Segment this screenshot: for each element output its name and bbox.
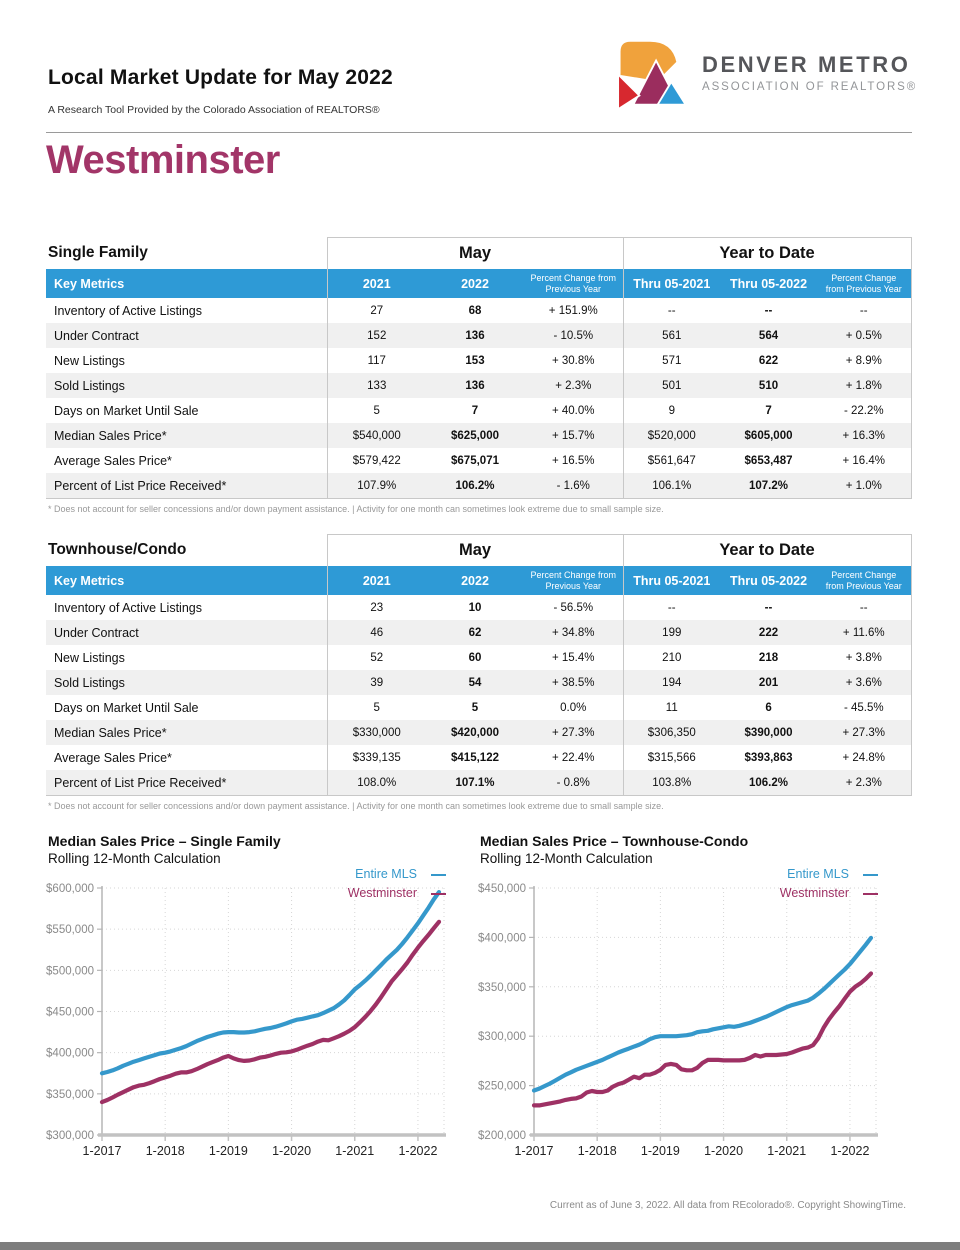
metric-label-cell: Percent of List Price Received*	[46, 473, 327, 499]
y-axis-labels	[46, 883, 94, 1142]
column-header-thru-2022: Thru 05-2022	[720, 269, 817, 298]
column-header-pct-change: Percent Change from Previous Year	[817, 566, 911, 595]
legend-line-sample	[431, 893, 446, 895]
table-row	[46, 448, 911, 473]
metric-label-cell: Days on Market Until Sale	[54, 700, 199, 715]
section-title: Single Family	[48, 244, 148, 262]
svg-text:$450,000: $450,000	[46, 1006, 94, 1019]
table-row	[46, 373, 911, 398]
value-cell: + 22.4%	[551, 751, 595, 764]
value-cell: 571	[623, 348, 720, 373]
value-cell: 106.2%	[720, 770, 817, 796]
value-cell: 10	[468, 601, 482, 614]
value-cell: 7	[765, 404, 772, 417]
value-cell: $390,000	[720, 720, 817, 745]
value-cell: $393,863	[744, 751, 793, 764]
line-chart	[474, 874, 894, 1166]
legend-label: Entire MLS	[787, 867, 849, 881]
metric-label-cell: Inventory of Active Listings	[54, 600, 202, 615]
table-row	[46, 645, 911, 670]
value-cell: $306,350	[623, 720, 720, 745]
value-cell: $330,000	[327, 720, 426, 745]
table-row	[46, 720, 911, 745]
value-cell: $625,000	[426, 423, 524, 448]
svg-text:1-2019: 1-2019	[208, 1144, 248, 1158]
svg-text:$400,000: $400,000	[46, 1047, 94, 1060]
value-cell: 9	[623, 398, 720, 423]
legend-item-entire-mls	[348, 867, 446, 881]
axes	[529, 886, 878, 1141]
value-cell: 107.1%	[426, 770, 524, 796]
value-cell: $420,000	[426, 720, 524, 745]
value-cell: - 0.8%	[524, 770, 623, 796]
value-cell: 106.1%	[623, 473, 720, 499]
value-cell: + 30.8%	[551, 354, 595, 367]
value-cell: + 16.5%	[551, 454, 595, 467]
value-cell: 62	[426, 620, 524, 645]
table-row	[46, 695, 911, 720]
chart-legend	[348, 867, 446, 905]
value-cell: $561,647	[623, 448, 720, 473]
value-cell: + 1.8%	[817, 373, 911, 398]
single-family-table	[46, 237, 912, 499]
value-cell: + 11.6%	[817, 620, 911, 645]
metric-label-cell: Inventory of Active Listings	[54, 303, 202, 318]
metric-label-cell: Median Sales Price*	[46, 423, 327, 448]
svg-text:$550,000: $550,000	[46, 924, 94, 937]
metric-label-cell: Sold Listings	[46, 670, 327, 695]
column-header-pct-change: Percent Change from Previous Year	[524, 566, 623, 595]
bottom-bar	[0, 1242, 960, 1250]
table-row	[46, 745, 911, 770]
value-cell: + 15.7%	[524, 423, 623, 448]
svg-text:1-2018: 1-2018	[577, 1144, 617, 1158]
value-cell: 107.2%	[720, 473, 817, 499]
month-group-header: May	[327, 238, 623, 270]
region-title: Westminster	[46, 138, 280, 182]
value-cell: 54	[426, 670, 524, 695]
value-cell: 5	[471, 701, 479, 714]
logo-line1: DENVER METRO	[702, 51, 911, 77]
chart-subtitle: Rolling 12-Month Calculation	[48, 851, 221, 866]
value-cell: 5	[327, 398, 426, 423]
value-cell: + 27.3%	[524, 720, 623, 745]
value-cell: + 8.9%	[817, 348, 911, 373]
value-cell: 622	[758, 354, 779, 367]
value-cell: 52	[327, 645, 426, 670]
value-cell: 222	[720, 620, 817, 645]
value-cell: 136	[426, 373, 524, 398]
chart-townhouse-condo	[474, 833, 894, 1166]
logo-line2: ASSOCIATION OF REALTORS®	[702, 80, 918, 93]
value-cell: $653,487	[744, 454, 793, 467]
value-cell: --	[817, 298, 911, 323]
value-cell: 210	[623, 645, 720, 670]
page-title: Local Market Update for May 2022	[48, 66, 393, 89]
x-axis-labels	[515, 1144, 870, 1158]
metric-label-cell: Under Contract	[46, 620, 327, 645]
value-cell: 60	[468, 651, 482, 664]
value-cell: - 22.2%	[817, 398, 911, 423]
table-row	[46, 298, 911, 323]
ytd-group-header: Year to Date	[623, 535, 911, 567]
value-cell: + 38.5%	[524, 670, 623, 695]
column-header-key-metrics: Key Metrics	[46, 269, 327, 298]
value-cell: 218	[758, 651, 779, 664]
table-footnote: * Does not account for seller concessions and/or down payment assistance. | Activity for one month can sometimes look extreme due to small sample size.	[48, 801, 664, 811]
legend-line-sample	[863, 874, 878, 876]
value-cell: + 15.4%	[551, 651, 595, 664]
column-header-pct-change: Percent Change from Previous Year	[524, 269, 623, 298]
table-row	[46, 620, 911, 645]
value-cell: --	[764, 304, 773, 317]
value-cell: + 0.5%	[817, 323, 911, 348]
section-title: Townhouse/Condo	[48, 541, 187, 559]
value-cell: 194	[623, 670, 720, 695]
value-cell: $520,000	[623, 423, 720, 448]
svg-text:1-2018: 1-2018	[145, 1144, 185, 1158]
svg-text:1-2017: 1-2017	[82, 1144, 122, 1158]
value-cell: 136	[426, 323, 524, 348]
townhouse-condo-table-block	[46, 534, 912, 811]
value-cell: 27	[327, 298, 426, 323]
value-cell: $605,000	[720, 423, 817, 448]
value-cell: 152	[327, 323, 426, 348]
svg-text:1-2021: 1-2021	[767, 1144, 807, 1158]
metric-label-cell: Percent of List Price Received*	[46, 770, 327, 796]
value-cell: 103.8%	[623, 770, 720, 796]
svg-text:$500,000: $500,000	[46, 965, 94, 978]
table-row	[46, 348, 911, 373]
value-cell: 201	[720, 670, 817, 695]
value-cell: + 16.3%	[817, 423, 911, 448]
vertical-gridlines	[534, 888, 876, 1135]
table-row	[46, 670, 911, 695]
line-chart	[42, 874, 462, 1166]
x-axis-labels	[83, 1144, 438, 1158]
value-cell: - 10.5%	[524, 323, 623, 348]
value-cell: 133	[327, 373, 426, 398]
value-cell: 106.2%	[426, 473, 524, 499]
value-cell: $579,422	[327, 448, 426, 473]
column-header-2021: 2021	[327, 566, 426, 595]
svg-text:1-2017: 1-2017	[514, 1144, 554, 1158]
table-row	[46, 770, 911, 796]
table-row	[46, 473, 911, 499]
legend-label: Westminster	[347, 886, 417, 900]
page-subtitle: A Research Tool Provided by the Colorado Association of REALTORS®	[48, 104, 380, 116]
legend-line-sample	[863, 893, 878, 895]
metric-label-cell: Under Contract	[46, 323, 327, 348]
value-cell: $540,000	[327, 423, 426, 448]
value-cell: 68	[468, 304, 482, 317]
table-row	[46, 323, 911, 348]
value-cell: 107.9%	[327, 473, 426, 499]
metric-label-cell: Days on Market Until Sale	[54, 403, 199, 418]
svg-text:1-2020: 1-2020	[272, 1144, 312, 1158]
value-cell: + 3.8%	[817, 645, 911, 670]
vertical-gridlines	[102, 888, 444, 1135]
chart-single-family	[42, 833, 462, 1166]
svg-text:$300,000: $300,000	[46, 1130, 94, 1142]
legend-item-westminster	[348, 886, 446, 900]
table-footnote: * Does not account for seller concessions and/or down payment assistance. | Activity for one month can sometimes look extreme due to small sample size.	[48, 504, 664, 514]
value-cell: 153	[465, 354, 485, 367]
single-family-table-block	[46, 237, 912, 514]
table-row	[46, 595, 911, 620]
value-cell: - 1.6%	[524, 473, 623, 499]
svg-text:$450,000: $450,000	[478, 883, 526, 895]
value-cell: - 45.5%	[817, 695, 911, 720]
svg-text:$600,000: $600,000	[46, 883, 94, 895]
value-cell: 117	[327, 348, 426, 373]
series-line-entire-mls	[534, 938, 871, 1091]
axes	[97, 886, 446, 1141]
chart-legend	[780, 867, 878, 905]
column-header-thru-2022: Thru 05-2022	[720, 566, 817, 595]
value-cell: + 2.3%	[817, 770, 911, 796]
value-cell: --	[764, 601, 773, 614]
value-cell: + 27.3%	[817, 720, 911, 745]
value-cell: 108.0%	[327, 770, 426, 796]
dmar-logo-text	[702, 52, 917, 93]
footer-note: Current as of June 3, 2022. All data from REcolorado®. Copyright ShowingTime.	[549, 1200, 906, 1211]
ytd-group-header: Year to Date	[623, 238, 911, 270]
column-header-2021: 2021	[327, 269, 426, 298]
chart-subtitle: Rolling 12-Month Calculation	[480, 851, 653, 866]
value-cell: + 40.0%	[551, 404, 595, 417]
value-cell: $339,135	[327, 745, 426, 770]
value-cell: --	[623, 298, 720, 323]
svg-text:1-2019: 1-2019	[640, 1144, 680, 1158]
value-cell: + 16.4%	[817, 448, 911, 473]
value-cell: + 1.0%	[817, 473, 911, 499]
value-cell: $415,122	[451, 751, 499, 764]
value-cell: 199	[623, 620, 720, 645]
column-header-pct-change: Percent Change from Previous Year	[817, 269, 911, 298]
table-row	[46, 398, 911, 423]
value-cell: --	[817, 595, 911, 620]
column-header-2022: 2022	[426, 566, 524, 595]
svg-text:1-2021: 1-2021	[335, 1144, 375, 1158]
dmar-logo-icon	[612, 36, 688, 108]
legend-label: Westminster	[779, 886, 849, 900]
metric-label-cell: New Listings	[54, 353, 125, 368]
metric-label-cell: Sold Listings	[46, 373, 327, 398]
value-cell: 6	[765, 701, 772, 714]
svg-text:$400,000: $400,000	[478, 932, 526, 945]
value-cell: $315,566	[623, 745, 720, 770]
value-cell: + 24.8%	[817, 745, 911, 770]
value-cell: 23	[327, 595, 426, 620]
metric-label-cell: Median Sales Price*	[46, 720, 327, 745]
header-divider	[46, 132, 912, 133]
value-cell: + 2.3%	[524, 373, 623, 398]
column-header-thru-2021: Thru 05-2021	[623, 269, 720, 298]
townhouse-condo-table	[46, 534, 912, 796]
dmar-logo	[612, 36, 917, 108]
chart-title: Median Sales Price – Townhouse-Condo	[480, 833, 749, 849]
svg-text:1-2022: 1-2022	[398, 1144, 438, 1158]
svg-text:$350,000: $350,000	[478, 981, 526, 994]
value-cell: + 34.8%	[524, 620, 623, 645]
value-cell: 39	[327, 670, 426, 695]
svg-text:$200,000: $200,000	[478, 1130, 526, 1142]
metric-label-cell: New Listings	[54, 650, 125, 665]
svg-text:$350,000: $350,000	[46, 1088, 94, 1101]
value-cell: 0.0%	[560, 701, 587, 714]
chart-title: Median Sales Price – Single Family	[48, 833, 281, 849]
value-cell: + 151.9%	[548, 304, 598, 317]
y-axis-labels	[478, 883, 526, 1142]
horizontal-gridlines	[102, 888, 444, 1094]
value-cell: 501	[623, 373, 720, 398]
value-cell: --	[623, 595, 720, 620]
value-cell: 46	[327, 620, 426, 645]
svg-text:$250,000: $250,000	[478, 1080, 526, 1093]
legend-line-sample	[431, 874, 446, 876]
value-cell: 564	[720, 323, 817, 348]
legend-item-entire-mls	[780, 867, 878, 881]
column-header-key-metrics: Key Metrics	[46, 566, 327, 595]
value-cell: - 56.5%	[553, 601, 594, 614]
metric-label-cell: Average Sales Price*	[54, 453, 172, 468]
svg-text:$300,000: $300,000	[478, 1031, 526, 1044]
value-cell: $675,071	[451, 454, 499, 467]
month-group-header: May	[327, 535, 623, 567]
value-cell: 510	[720, 373, 817, 398]
column-header-thru-2021: Thru 05-2021	[623, 566, 720, 595]
legend-label: Entire MLS	[355, 867, 417, 881]
value-cell: 11	[623, 695, 720, 720]
svg-text:1-2020: 1-2020	[704, 1144, 744, 1158]
value-cell: 5	[327, 695, 426, 720]
table-row	[46, 423, 911, 448]
legend-item-westminster	[780, 886, 878, 900]
value-cell: + 3.6%	[817, 670, 911, 695]
value-cell: 7	[471, 404, 479, 417]
value-cell: 561	[623, 323, 720, 348]
metric-label-cell: Average Sales Price*	[54, 750, 172, 765]
column-header-2022: 2022	[426, 269, 524, 298]
svg-text:1-2022: 1-2022	[830, 1144, 870, 1158]
